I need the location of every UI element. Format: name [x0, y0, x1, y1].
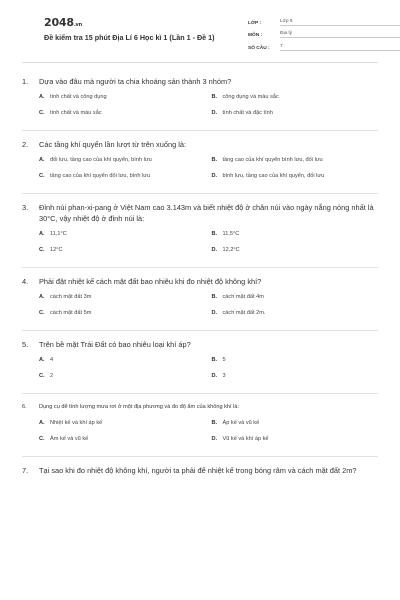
option-text: tính chất và công dụng: [50, 94, 107, 100]
option-letter: C.: [39, 247, 45, 253]
option-text: 11,1°C: [50, 231, 67, 237]
answer-option[interactable]: [212, 356, 379, 372]
meta-row-class: [248, 13, 400, 26]
option-letter: C.: [39, 310, 45, 316]
option-text: Nhiệt kế và khí áp kế: [50, 420, 103, 426]
question-divider: [22, 393, 378, 394]
answer-option[interactable]: [39, 356, 206, 372]
option-letter: B.: [211, 157, 218, 163]
question-number: 2.: [22, 140, 29, 149]
question-6: [22, 402, 378, 457]
option-letter: A.: [39, 231, 45, 237]
option-letter: C.: [39, 436, 45, 442]
option-text: cách mặt đất 2m.: [222, 310, 266, 316]
option-text: tầng cao của khí quyển bình lưu, đối lưu: [222, 157, 323, 163]
option-letter: D.: [211, 110, 218, 116]
option-text: cách mặt đất 3m: [50, 294, 92, 300]
option-text: tầng cao của khí quyển đối lưu, bình lưu: [50, 173, 151, 179]
option-letter: D.: [211, 310, 218, 316]
option-text: Áp kế và vũ kế: [222, 420, 260, 426]
option-letter: D.: [211, 173, 218, 179]
question-divider: [22, 193, 378, 194]
answer-option[interactable]: [212, 293, 379, 309]
meta-label: SỐ CÂU :: [248, 45, 270, 51]
option-text: 12,2°C: [222, 247, 240, 253]
meta-label: MÔN :: [248, 33, 263, 38]
option-text: 11,5°C: [222, 231, 240, 237]
question-number: 3.: [22, 203, 29, 212]
answer-option[interactable]: [212, 156, 379, 172]
option-letter: B.: [211, 94, 218, 100]
exam-meta: [248, 13, 400, 51]
answer-option[interactable]: [39, 93, 206, 109]
question-text: Tại sao khi đo nhiệt độ không khí, người ta phải để nhiệt kế trong bóng râm và cách mặt đất 2m?: [39, 466, 357, 475]
answer-option[interactable]: [212, 172, 379, 188]
option-text: bình lưu, tầng cao của khí quyển, đối lưu: [222, 173, 325, 179]
option-letter: B.: [211, 294, 218, 300]
meta-label: LỚP :: [248, 20, 262, 26]
meta-row-question-count: [248, 38, 400, 51]
option-letter: B.: [211, 231, 218, 237]
question-number: 4.: [22, 277, 29, 286]
option-letter: C.: [39, 173, 45, 179]
option-text: 12°C: [50, 247, 63, 253]
question-number: 5.: [22, 340, 29, 349]
question-3: [22, 202, 378, 268]
meta-value: Địa lý: [280, 31, 400, 38]
answer-option[interactable]: [212, 419, 379, 435]
question-text: Dựa vào đâu mà người ta chia khoáng sản thành 3 nhóm?: [39, 77, 232, 86]
question-text: Trên bề mặt Trái Đất có bao nhiêu loại khí áp?: [39, 340, 191, 349]
logo-suffix: .vn: [73, 22, 82, 28]
option-text: 5: [222, 357, 226, 363]
header-divider: [22, 62, 378, 63]
logo-main: 2048: [44, 16, 74, 29]
option-letter: A.: [39, 420, 45, 426]
option-text: Ẩm kế và vũ kế: [50, 436, 89, 442]
question-text: Các tầng khí quyển lần lượt từ trên xuống là:: [39, 140, 187, 149]
answer-option[interactable]: [39, 230, 206, 246]
option-text: tính chất và màu sắc: [50, 110, 102, 116]
answer-option[interactable]: [212, 372, 379, 388]
option-letter: B.: [211, 357, 218, 363]
question-7: [22, 465, 378, 476]
question-divider: [22, 456, 378, 457]
meta-value: Lớp 6: [280, 19, 400, 26]
option-letter: C.: [39, 110, 45, 116]
answer-option[interactable]: [212, 246, 379, 262]
option-text: 3: [222, 373, 226, 379]
option-text: cách mặt đất 5m: [50, 310, 92, 316]
option-text: 2: [50, 373, 54, 379]
answer-option[interactable]: [212, 230, 379, 246]
meta-value: 7: [280, 44, 400, 51]
question-number: 6.: [22, 404, 27, 410]
answer-option[interactable]: [39, 309, 206, 325]
exam-title: Đề kiểm tra 15 phút Địa Lí 6 Học kì 1 (Lần 1 - Đề 1): [44, 33, 215, 42]
option-letter: A.: [39, 357, 45, 363]
option-text: đối lưu, tầng cao của khí quyển, bình lưu: [50, 157, 152, 163]
question-5: [22, 339, 378, 394]
option-text: Vũ kế và khí áp kế: [222, 436, 269, 442]
question-divider: [22, 330, 378, 331]
question-divider: [22, 267, 378, 268]
answer-option[interactable]: [39, 419, 206, 435]
answer-option[interactable]: [212, 109, 379, 125]
option-letter: A.: [39, 94, 45, 100]
question-number: 7.: [22, 466, 29, 475]
question-1: [22, 76, 378, 131]
question-divider: [22, 130, 378, 131]
answer-option[interactable]: [39, 156, 206, 172]
answer-option[interactable]: [39, 246, 206, 262]
answer-option[interactable]: [39, 109, 206, 125]
meta-row-subject: [248, 26, 400, 39]
option-letter: B.: [211, 420, 218, 426]
option-text: tính chất và đặc tính: [222, 110, 273, 116]
question-number: 1.: [22, 77, 29, 86]
question-2: [22, 139, 378, 194]
question-text: Đỉnh núi phan-xi-pang ở Việt Nam cao 3.143m và biết nhiệt độ ở chân núi vào ngày nắng nóng nhất là 30°C, vậy nhiệt độ ở đỉnh núi là:: [39, 203, 374, 223]
option-letter: D.: [211, 436, 218, 442]
question-text: Dụng cụ để tính lượng mưa rơi ở một địa phương và đo độ ẩm của không khí là:: [39, 404, 240, 410]
answer-option[interactable]: [39, 372, 206, 388]
answer-option[interactable]: [39, 435, 206, 451]
option-letter: A.: [39, 157, 45, 163]
answer-option[interactable]: [39, 172, 206, 188]
option-letter: D.: [211, 247, 218, 253]
answer-option[interactable]: [39, 293, 206, 309]
question-4: [22, 276, 378, 331]
option-letter: C.: [39, 373, 45, 379]
answer-option[interactable]: [212, 435, 379, 451]
option-text: công dụng và màu sắc: [222, 94, 279, 100]
option-text: 4: [50, 357, 54, 363]
answer-option[interactable]: [212, 93, 379, 109]
page-header: [22, 0, 378, 66]
option-letter: A.: [39, 294, 45, 300]
site-logo[interactable]: [44, 16, 82, 29]
option-letter: D.: [211, 373, 218, 379]
question-text: Phải đặt nhiệt kế cách mặt đất bao nhiêu khi đo nhiệt độ không khí?: [39, 277, 262, 286]
question-list: [22, 76, 378, 476]
option-text: cách mặt đất 4m: [222, 294, 264, 300]
answer-option[interactable]: [212, 309, 379, 325]
